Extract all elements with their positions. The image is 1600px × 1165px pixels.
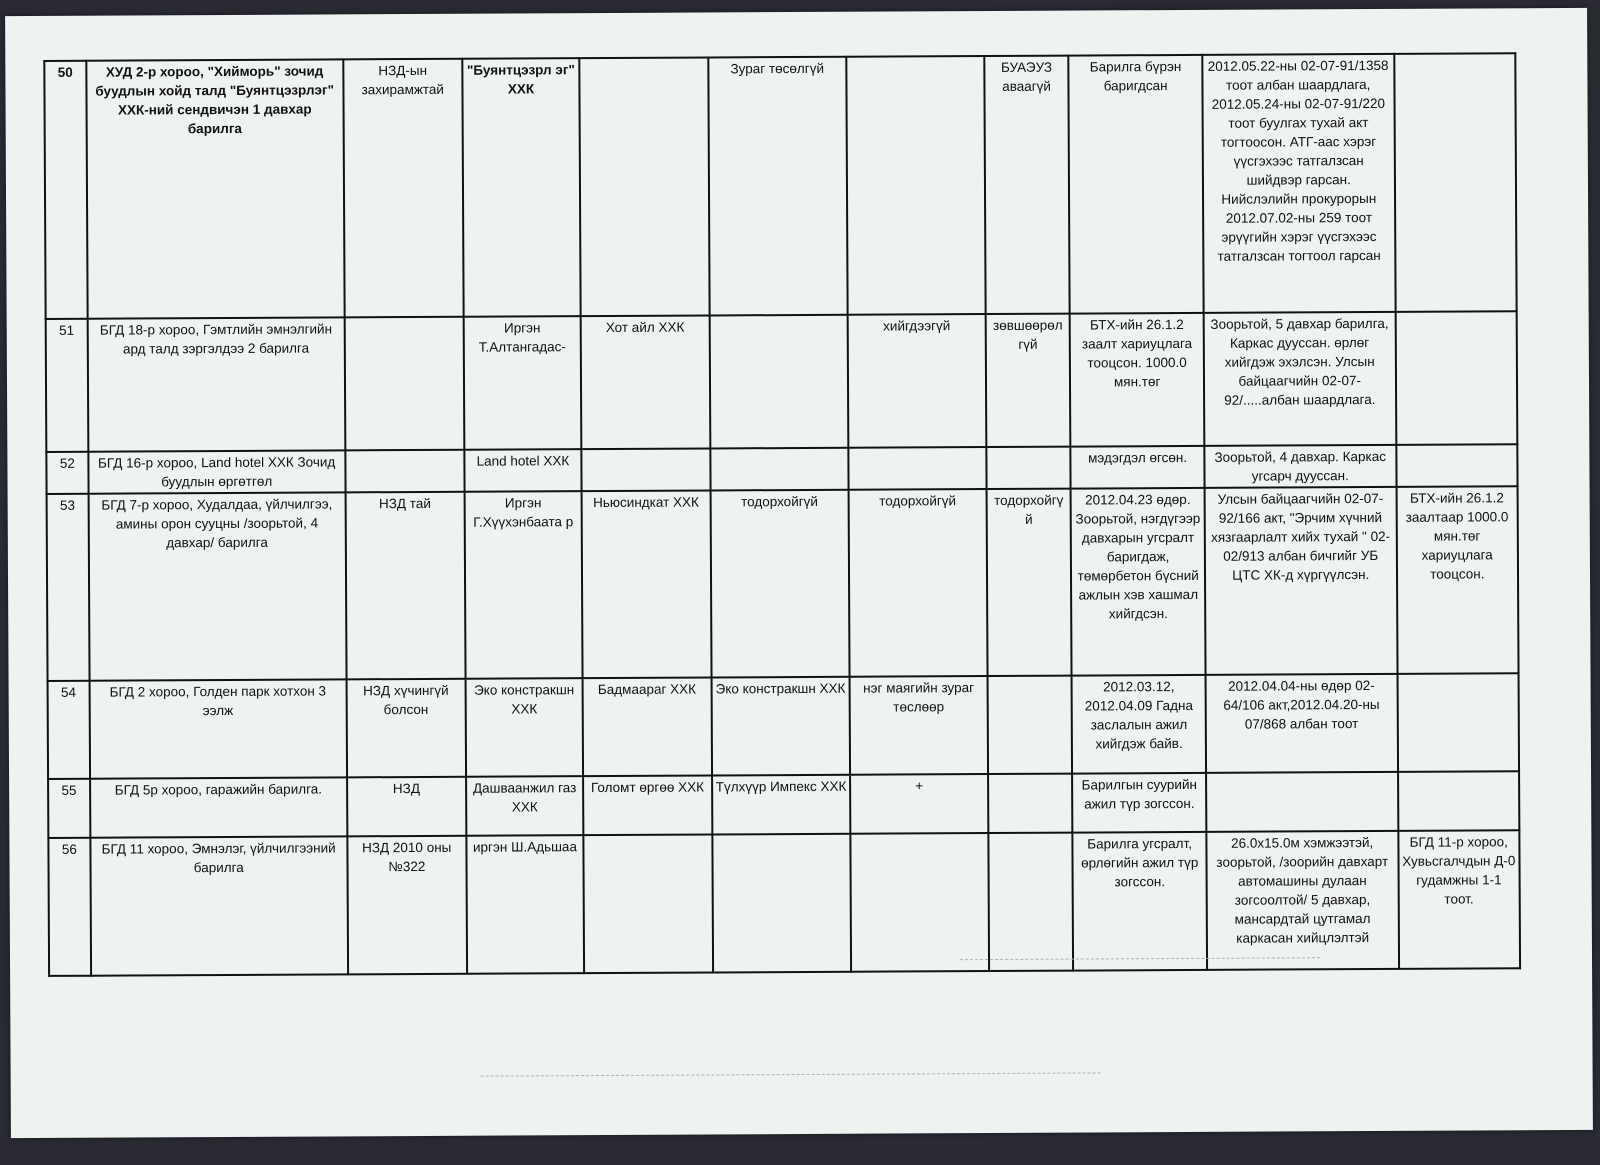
status-cell: Барилгын суурийн ажил түр зогссон. <box>1072 773 1206 833</box>
status-cell: 2012.04.23 өдөр. Зоорьтой, нэгдүгээр давхарын угсралт баригдаж, төмөрбетон бүсний ажлын хэв хашмал хийгдсэн. <box>1071 488 1206 676</box>
license-cell <box>986 447 1071 489</box>
license-cell: зөвшөөрөл гүй <box>985 314 1070 447</box>
row-number: 50 <box>44 61 87 319</box>
table-row <box>48 771 1519 838</box>
license-cell: БУАЭУЗ аваагүй <box>984 56 1070 314</box>
owner-cell: Дашваанжил газ ХХК <box>466 776 584 836</box>
status-cell: Барилга угсралт, өрлөгийн ажил түр зогссон. <box>1073 832 1207 971</box>
work-type-cell <box>847 56 986 315</box>
row-number: 53 <box>47 494 90 681</box>
permit-cell <box>345 450 464 493</box>
designer-cell: Зураг төсөлгүй <box>708 57 848 316</box>
table-row <box>48 830 1520 976</box>
permit-cell <box>344 317 464 451</box>
note-cell <box>1396 444 1518 487</box>
table-row <box>44 53 1516 319</box>
work-type-cell <box>849 447 987 490</box>
table-row <box>47 486 1519 681</box>
address-cell: БГД 18-р хороо, Гэмтлийн эмнэлгийн ард талд зэргэлдээ 2 барилга <box>87 317 345 451</box>
work-type-cell: тодорхойгүй <box>849 489 988 677</box>
contractor-cell <box>579 57 709 316</box>
address-cell: БГД 5р хороо, гаражийн барилга. <box>90 777 347 837</box>
address-cell: БГД 16-р хороо, Land hotel ХХК Зочид буудлын өргөтгөл <box>88 450 345 493</box>
bleed-through-line <box>481 1072 1101 1076</box>
designer-cell <box>709 315 848 449</box>
paper-sheet <box>5 8 1593 1138</box>
actions-cell: 2012.05.22-ны 02-07-91/1358 тоот албан шаардлага, 2012.05.24-ны 02-07-91/220 тоот буулгах тухай акт тогтоосон. АТГ-аас хэрэг үүсгэхээс татгалзсан шийдвэр гарсан. Нийслэлийн прокурорын 2012.07.02-ны 259 тоот эрүүгийн хэрэг үүсгэхээс татгалзсан тогтоол гарсан <box>1202 54 1395 313</box>
actions-cell: 26.0х15.0м хэмжээтэй, зоорьтой, /зоорийн давхарт автомашины дулаан зогсоолтой/ 5 давхар, мансардтай цутгамал каркасан хийцлэлтэй <box>1206 831 1398 970</box>
owner-cell: Иргэн Т.Алтангадас- <box>464 316 582 450</box>
actions-cell: Зоорьтой, 5 давхар барилга, Каркас дууссан. өрлөг хийгдэж эхэлсэн. Улсын байцаагчийн 02-07-92/.....албан шаардлага. <box>1204 312 1396 446</box>
row-number: 56 <box>48 838 91 976</box>
row-number: 54 <box>48 681 90 779</box>
note-cell <box>1398 771 1520 831</box>
contractor-cell <box>581 448 710 491</box>
designer-cell: тодорхойгүй <box>710 490 850 678</box>
owner-cell: Эко констракшн ХХК <box>465 678 583 777</box>
designer-cell: Эко констракшн ХХК <box>711 677 850 776</box>
note-cell <box>1394 53 1517 312</box>
actions-cell <box>1206 772 1398 832</box>
address-cell: ХУД 2-р хороо, "Хийморь" зочид буудлын хойд талд "Буянтцэзрлэг" ХХК-ний сендвичэн 1 давхар барилга <box>86 59 344 318</box>
address-cell: БГД 7-р хороо, Худалдаа, үйлчилгээ, амины орон сууцны /зоорьтой, 4 давхар/ барилга <box>88 492 346 680</box>
license-cell <box>987 676 1072 774</box>
status-cell: мэдэгдэл өгсөн. <box>1071 446 1205 489</box>
permit-cell: НЗД <box>347 777 467 837</box>
row-number: 55 <box>48 779 90 838</box>
address-cell: БГД 11 хороо, Эмнэлэг, үйлчилгээний барилга <box>90 836 348 975</box>
note-cell <box>1397 673 1519 772</box>
work-type-cell: хийгдээгүй <box>848 314 986 448</box>
owner-cell: Land hotel ХХК <box>464 449 581 492</box>
row-number: 52 <box>46 452 88 494</box>
work-type-cell: нэг маягийн зураг төслөөр <box>850 676 988 775</box>
status-cell: 2012.03.12, 2012.04.09 Гадна заслалын ажил хийгдэж байв. <box>1072 675 1206 774</box>
contractor-cell: Хот айл ХХК <box>581 315 710 449</box>
table-row <box>46 311 1518 452</box>
owner-cell: иргэн Ш.Адьшаа <box>466 835 584 974</box>
note-cell: БГД 11-р хороо, Хувьсгалчдын Д-0 гудамжны 1-1 тоот. <box>1398 830 1520 969</box>
designer-cell: Түлхүүр Импекс ХХК <box>712 775 851 835</box>
work-type-cell: + <box>850 774 988 834</box>
designer-cell <box>712 834 851 973</box>
license-cell: тодорхойгү й <box>986 489 1072 676</box>
permit-cell: НЗД 2010 оны №322 <box>347 836 467 975</box>
contractor-cell: Голомт өргөө ХХК <box>583 775 712 835</box>
address-cell: БГД 2 хороо, Голден парк хотхон 3 ээлж <box>89 679 346 778</box>
table-row <box>48 673 1519 779</box>
license-cell <box>988 774 1073 833</box>
owner-cell: Иргэн Г.Хүүхэнбаата р <box>464 491 582 679</box>
permit-cell: НЗД хүчингүй болсон <box>346 679 466 778</box>
permit-cell: НЗД-ын захирамжтай <box>343 59 464 318</box>
actions-cell: Улсын байцаагчийн 02-07-92/166 акт, "Эрчим хүчний хязгаарлалт хийх тухай " 02-02/913 албан бичгийг УБ ЦТС ХК-д хүргүүлсэн. <box>1205 487 1398 675</box>
status-cell: Барилга бүрэн баригдсан <box>1069 55 1204 314</box>
license-cell <box>988 833 1073 971</box>
permit-cell: НЗД тай <box>345 492 465 680</box>
actions-cell: 2012.04.04-ны өдөр 02-64/106 акт,2012.04.20-ны 07/868 албан тоот <box>1205 674 1397 773</box>
contractor-cell <box>584 834 713 973</box>
contractor-cell: Бадмаараг ХХК <box>583 677 712 776</box>
contractor-cell: Ньюсиндкат ХХК <box>582 490 711 678</box>
owner-cell: "Буянтцэзрл эг" ХХК <box>462 58 581 317</box>
note-cell: БТХ-ийн 26.1.2 заалтаар 1000.0 мян.төг хариуцлага тооцсон. <box>1396 486 1518 674</box>
work-type-cell <box>851 833 989 972</box>
status-cell: БТХ-ийн 26.1.2 заалт хариуцлага тооцсон. 1000.0 мян.төг <box>1070 313 1204 447</box>
row-number: 51 <box>46 319 88 452</box>
designer-cell <box>710 448 849 491</box>
note-cell <box>1395 311 1517 445</box>
actions-cell: Зоорьтой, 4 давхар. Каркас угсарч дууссан. <box>1204 445 1396 488</box>
construction-register-table <box>43 52 1521 977</box>
